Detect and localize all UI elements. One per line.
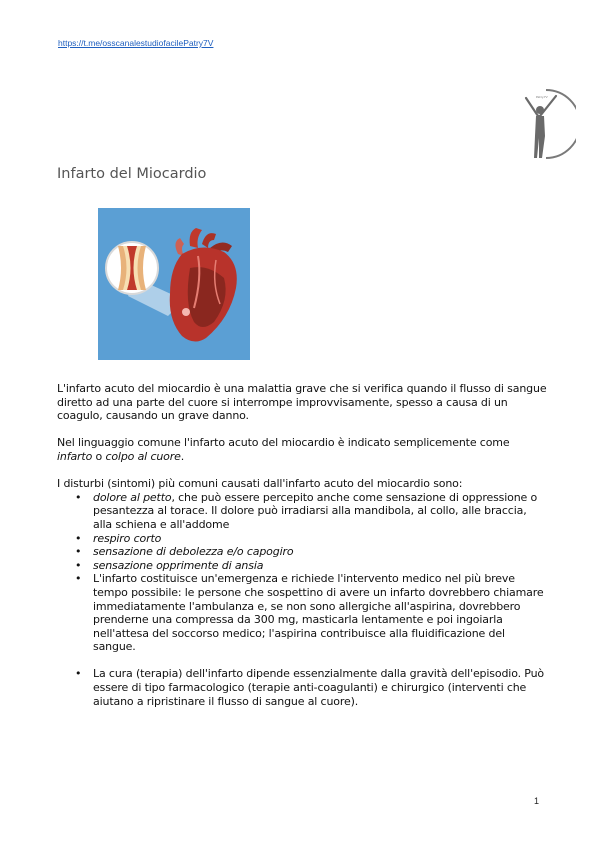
symptoms-list bbox=[57, 491, 547, 573]
logo-text: Patry7V bbox=[536, 95, 548, 99]
definition-paragraph: Nel linguaggio comune l'infarto acuto del miocardio è indicato semplicemente come infarto o colpo al cuore. bbox=[57, 436, 510, 463]
logo-figure-icon bbox=[512, 86, 576, 162]
page-number: 1 bbox=[534, 796, 540, 806]
document-body bbox=[57, 382, 547, 722]
intro-paragraph: L'infarto acuto del miocardio è una malattia grave che si verifica quando il flusso di sangue diretto ad una parte del cuore si interrompe improvvisamente, spesso a causa di un coagulo, causando un grave danno. bbox=[57, 382, 547, 423]
heart-illustration bbox=[98, 208, 250, 360]
list-item: • respiro corto bbox=[75, 531, 162, 545]
notes-list bbox=[57, 572, 547, 708]
list-item: • La cura (terapia) dell'infarto dipende essenzialmente dalla gravità dell'episodio. Può essere di tipo farmacologico (terapie anti-coagulanti) e chirurgico (interventi che aiutano a ripristinare il flusso di sangue al cuore). bbox=[75, 667, 544, 708]
list-item: • dolore al petto, che può essere percepito anche come sensazione di oppressione o pesantezza al torace. Il dolore può irradiarsi alla mandibola, al collo, alle braccia, alla schiena e all'addome bbox=[75, 490, 538, 531]
list-item: • sensazione opprimente di ansia bbox=[75, 558, 264, 572]
list-item: • L'infarto costituisce un'emergenza e richiede l'intervento medico nel più breve tempo possibile: le persone che sospettino di avere un infarto dovrebbero chiamare immediatamente l'ambulanza e, se non sono allergiche all'aspirina, dovrebbero prenderne una compressa da 300 mg, masticarla lentamente e poi ingoiarla nell'attesa del soccorso medico; l'aspirina contribuisce alla fluidificazione del sangue. bbox=[75, 572, 544, 654]
telegram-link[interactable]: https://t.me/osscanalestudiofacilePatry7V bbox=[58, 38, 214, 48]
page-title: Infarto del Miocardio bbox=[57, 166, 207, 182]
list-item: • sensazione di debolezza e/o capogiro bbox=[75, 545, 294, 559]
symptoms-intro: I disturbi (sintomi) più comuni causati dall'infarto acuto del miocardio sono: bbox=[57, 477, 463, 491]
